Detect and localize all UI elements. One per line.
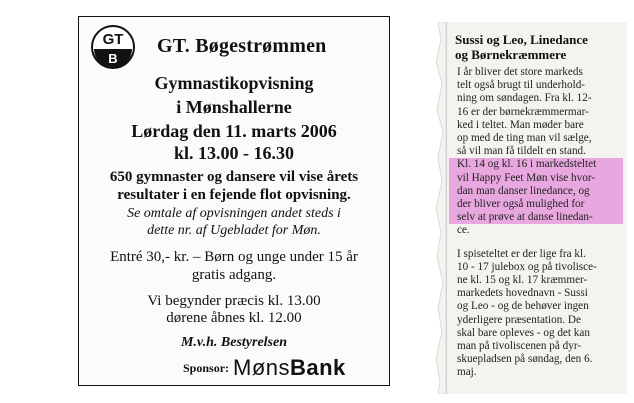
ad-reference-line1: Se omtale af opvisningen andet steds i (127, 206, 341, 221)
clipping-line-highlighted: der bliver også mulighed for (449, 198, 623, 211)
clipping-line-highlighted: selv at prøve at danse linedan- (449, 211, 623, 224)
ad-time: kl. 13.00 - 16.30 (173, 143, 294, 163)
clipping-line: markedets hovednavn - Sussi (457, 287, 588, 300)
clipping-line: telt også brugt til underhold- (457, 79, 586, 92)
sponsor-logo (233, 355, 346, 381)
ad-title: GT. Bøgestrømmen (157, 35, 327, 57)
clipping-line: 10 - 17 julebox og på tivolisce- (457, 260, 597, 273)
clipping-line-highlighted: dan man danser linedance, og (449, 185, 623, 198)
ad-signature: M.v.h. Bestyrelsen (180, 335, 288, 350)
ad-subtitle-line1: Gymnastikopvisning (154, 73, 314, 93)
clipping-torn-edge (432, 22, 446, 394)
ad-entry-line1: Entré 30,- kr. – Børn og unge under 15 år (110, 249, 358, 265)
clipping-line: I år bliver det store markeds (457, 66, 583, 78)
ad-description-line2: resultater i en fejende flot opvisning. (117, 187, 351, 203)
paragraph-gap (457, 238, 623, 248)
ad-entry-line2: gratis adgang. (191, 267, 277, 283)
gt-logo (91, 25, 135, 69)
clipping-headline-line1: Sussi og Leo, Linedance (455, 32, 588, 47)
ad-doors-open: dørene åbnes kl. 12.00 (166, 310, 302, 326)
clipping-line: maj. (457, 366, 477, 379)
clipping-line: ning om søndagen. Fra kl. 12- (457, 92, 592, 105)
clipping-line: skuepladsen på søndag, den 6. (457, 353, 593, 366)
clipping-line: op med de ting man vil sælge, (457, 132, 592, 145)
clipping-line: 16 er der børnekræmmermar- (457, 105, 589, 118)
logo-top-letters: GT (102, 31, 124, 48)
ad-subtitle-line2: i Mønshallerne (176, 97, 292, 117)
sponsor-name-part1: Møns (233, 355, 290, 380)
newspaper-clipping (446, 22, 627, 394)
clipping-line: man på tivoliscenen på dyr- (457, 340, 582, 353)
sponsor-name-part2: Bank (290, 355, 346, 380)
clipping-line: yderligere præsentation. De (457, 313, 581, 326)
clipping-line: I spiseteltet er der lige fra kl. (457, 247, 586, 260)
clipping-line-highlighted: Kl. 14 og kl. 16 i markedsteltet (449, 158, 623, 171)
sponsor-label: Sponsor: (183, 361, 230, 375)
ad-start-time: Vi begynder præcis kl. 13.00 (147, 293, 321, 309)
clipping-line: ce. (457, 224, 470, 237)
clipping-line: skal bare opleves - og det kan (457, 326, 590, 339)
ad-date: Lørdag den 11. marts 2006 (131, 121, 337, 141)
clipping-line: og Leo - og de behøver ingen (457, 300, 589, 313)
clipping-line: ked i teltet. Man møder bare (457, 118, 584, 131)
logo-bottom-letter: B (108, 51, 118, 66)
clipping-line: ne kl. 15 og kl. 17 kræmmer- (457, 274, 588, 287)
advertisement (78, 16, 390, 386)
clipping-line-highlighted: vil Happy Feet Møn vise hvor- (449, 172, 623, 185)
clipping-line: så vil man få tildelt en stand. (457, 145, 586, 158)
ad-reference-line2: dette nr. af Ugebladet for Møn. (147, 223, 321, 238)
ad-description-line1: 650 gymnaster og dansere vil vise årets (109, 169, 359, 185)
clipping-body (457, 66, 623, 380)
clipping-headline-line2: og Børnekræmmere (455, 47, 567, 62)
